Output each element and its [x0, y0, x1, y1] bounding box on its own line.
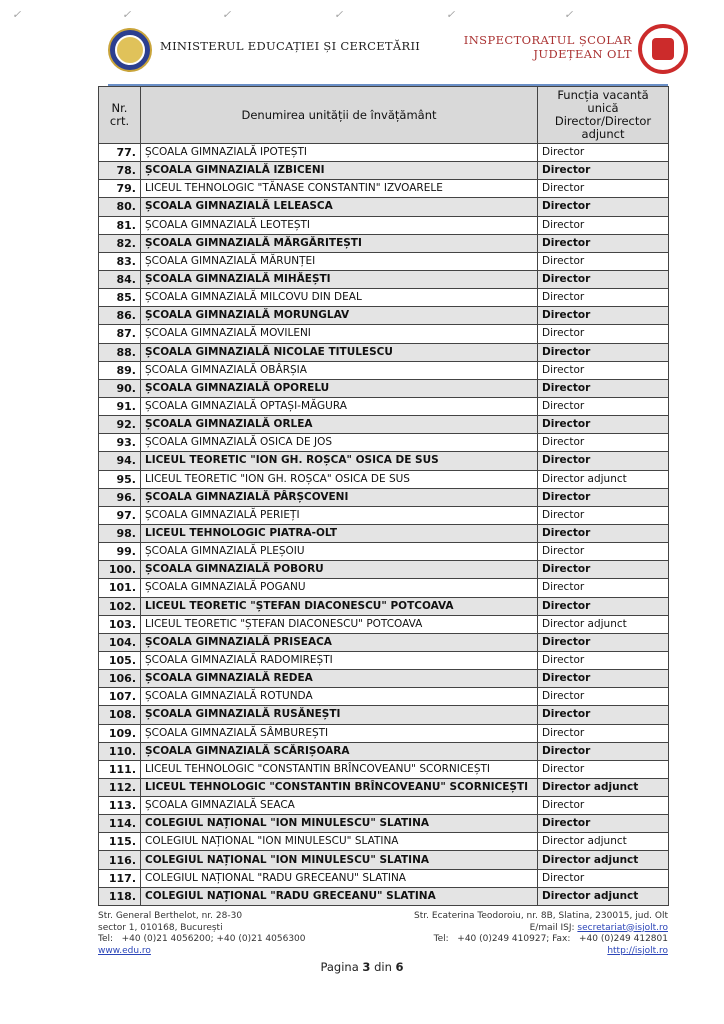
vacant-function: Director: [538, 162, 669, 180]
vacant-function: Director: [538, 543, 669, 561]
table-row: [99, 216, 669, 234]
signature-stamp: ✓: [12, 8, 22, 21]
table-row: [99, 252, 669, 270]
table-row: [99, 144, 669, 162]
signature-stamp: ✓: [446, 8, 456, 21]
vacant-function: Director: [538, 307, 669, 325]
unit-name: LICEUL TEHNOLOGIC "CONSTANTIN BRÎNCOVEANU" SCORNICEȘTI: [141, 778, 538, 796]
row-number: 80.: [99, 198, 141, 216]
row-number: 79.: [99, 180, 141, 198]
unit-name: LICEUL TEORETIC "ION GH. ROȘCA" OSICA DE SUS: [141, 470, 538, 488]
vacant-function: Director: [538, 815, 669, 833]
column-header-function: Funcția vacantă unică Director/Director adjunct: [538, 87, 669, 144]
vacant-function: Director: [538, 488, 669, 506]
footer-left-line3: Tel: +40 (0)21 4056200; +40 (0)21 4056300: [98, 934, 306, 944]
row-number: 96.: [99, 488, 141, 506]
table-row: [99, 307, 669, 325]
row-number: 101.: [99, 579, 141, 597]
row-number: 106.: [99, 670, 141, 688]
isj-name: [464, 33, 632, 61]
signature-stamp: ✓: [564, 8, 574, 21]
unit-name: ȘCOALA GIMNAZIALĂ REDEA: [141, 670, 538, 688]
table-row: [99, 198, 669, 216]
table-row: [99, 325, 669, 343]
table-row: [99, 452, 669, 470]
unit-name: LICEUL TEORETIC "ȘTEFAN DIACONESCU" POTCOAVA: [141, 597, 538, 615]
unit-name: LICEUL TEORETIC "ȘTEFAN DIACONESCU" POTCOAVA: [141, 615, 538, 633]
row-number: 92.: [99, 416, 141, 434]
isj-logo-icon: [638, 24, 688, 74]
vacant-function: Director: [538, 524, 669, 542]
row-number: 88.: [99, 343, 141, 361]
vacant-function: Director adjunct: [538, 470, 669, 488]
row-number: 115.: [99, 833, 141, 851]
row-number: 93.: [99, 434, 141, 452]
table-row: [99, 416, 669, 434]
column-header-unit-name: Denumirea unității de învățământ: [141, 87, 538, 144]
table-row: [99, 597, 669, 615]
table-row: [99, 234, 669, 252]
page-number-separator: din: [370, 960, 396, 974]
vacant-function: Director adjunct: [538, 778, 669, 796]
table-row: [99, 361, 669, 379]
unit-name: ȘCOALA GIMNAZIALĂ RUSĂNEȘTI: [141, 706, 538, 724]
table-row: [99, 670, 669, 688]
table-row: [99, 797, 669, 815]
table-row: [99, 615, 669, 633]
unit-name: ȘCOALA GIMNAZIALĂ ORLEA: [141, 416, 538, 434]
unit-name: ȘCOALA GIMNAZIALĂ MĂRGĂRITEȘTI: [141, 234, 538, 252]
unit-name: ȘCOALA GIMNAZIALĂ LEOTEȘTI: [141, 216, 538, 234]
column-header-nr: Nr. crt.: [99, 87, 141, 144]
table-row: [99, 180, 669, 198]
table-row: [99, 633, 669, 651]
unit-name: ȘCOALA GIMNAZIALĂ MILCOVU DIN DEAL: [141, 289, 538, 307]
table-row: [99, 488, 669, 506]
unit-name: ȘCOALA GIMNAZIALĂ PÂRȘCOVENI: [141, 488, 538, 506]
vacant-function: Director: [538, 343, 669, 361]
row-number: 114.: [99, 815, 141, 833]
unit-name: COLEGIUL NAȚIONAL "ION MINULESCU" SLATINA: [141, 833, 538, 851]
row-number: 99.: [99, 543, 141, 561]
footer-ministry-address: [98, 911, 306, 957]
vacant-function: Director: [538, 234, 669, 252]
vacant-function: Director: [538, 561, 669, 579]
table-row: [99, 742, 669, 760]
row-number: 104.: [99, 633, 141, 651]
vacant-function: Director adjunct: [538, 851, 669, 869]
unit-name: ȘCOALA GIMNAZIALĂ OPORELU: [141, 379, 538, 397]
table-row: [99, 887, 669, 905]
row-number: 116.: [99, 851, 141, 869]
vacant-function: Director adjunct: [538, 615, 669, 633]
unit-name: ȘCOALA GIMNAZIALĂ LELEASCA: [141, 198, 538, 216]
table-row: [99, 706, 669, 724]
government-seal-icon: [108, 28, 152, 72]
table-header-row: [99, 87, 669, 144]
table-row: [99, 688, 669, 706]
vacant-function: Director: [538, 270, 669, 288]
footer-right-line1: Str. Ecaterina Teodoroiu, nr. 8B, Slatina, 230015, jud. Olt: [414, 911, 668, 921]
vacant-function: Director adjunct: [538, 833, 669, 851]
unit-name: LICEUL TEHNOLOGIC "TĂNASE CONSTANTIN" IZVOARELE: [141, 180, 538, 198]
unit-name: ȘCOALA GIMNAZIALĂ PLEȘOIU: [141, 543, 538, 561]
vacant-function: Director: [538, 724, 669, 742]
row-number: 117.: [99, 869, 141, 887]
footer-left-line1: Str. General Berthelot, nr. 28-30: [98, 911, 243, 921]
vacant-function: Director: [538, 379, 669, 397]
row-number: 113.: [99, 797, 141, 815]
vacant-function: Director: [538, 361, 669, 379]
row-number: 95.: [99, 470, 141, 488]
row-number: 78.: [99, 162, 141, 180]
row-number: 98.: [99, 524, 141, 542]
row-number: 118.: [99, 887, 141, 905]
row-number: 82.: [99, 234, 141, 252]
unit-name: ȘCOALA GIMNAZIALĂ MĂRUNȚEI: [141, 252, 538, 270]
row-number: 77.: [99, 144, 141, 162]
row-number: 97.: [99, 506, 141, 524]
table-row: [99, 379, 669, 397]
vacant-function: Director adjunct: [538, 887, 669, 905]
table-row: [99, 869, 669, 887]
row-number: 110.: [99, 742, 141, 760]
table-row: [99, 833, 669, 851]
unit-name: ȘCOALA GIMNAZIALĂ OBÂRȘIA: [141, 361, 538, 379]
ministry-name: MINISTERUL EDUCAȚIEI ȘI CERCETĂRII: [160, 39, 421, 53]
footer-right-line3: Tel: +40 (0)249 410927; Fax: +40 (0)249 412801: [433, 934, 668, 944]
signature-stamp: ✓: [334, 8, 344, 21]
vacant-function: Director: [538, 452, 669, 470]
table-row: [99, 343, 669, 361]
signature-stamp: ✓: [222, 8, 232, 21]
row-number: 83.: [99, 252, 141, 270]
table-row: [99, 579, 669, 597]
unit-name: ȘCOALA GIMNAZIALĂ SCĂRIȘOARA: [141, 742, 538, 760]
row-number: 100.: [99, 561, 141, 579]
row-number: 84.: [99, 270, 141, 288]
vacant-function: Director: [538, 325, 669, 343]
footer-left-line2: sector 1, 010168, București: [98, 922, 223, 933]
row-number: 112.: [99, 778, 141, 796]
unit-name: LICEUL TEORETIC "ION GH. ROȘCA" OSICA DE SUS: [141, 452, 538, 470]
table-row: [99, 434, 669, 452]
email-label: E/mail ISJ:: [529, 922, 578, 933]
isj-website-link[interactable]: http://isjolt.ro: [607, 945, 668, 956]
ministry-website-link[interactable]: www.edu.ro: [98, 945, 151, 956]
vacant-function: Director: [538, 579, 669, 597]
unit-name: COLEGIUL NAȚIONAL "ION MINULESCU" SLATINA: [141, 851, 538, 869]
signature-stamp: ✓: [122, 8, 132, 21]
unit-name: COLEGIUL NAȚIONAL "RADU GRECEANU" SLATINA: [141, 869, 538, 887]
table-row: [99, 561, 669, 579]
vacant-function: Director: [538, 670, 669, 688]
unit-name: ȘCOALA GIMNAZIALĂ PERIEȚI: [141, 506, 538, 524]
vacant-function: Director: [538, 506, 669, 524]
vacant-function: Director: [538, 216, 669, 234]
table-row: [99, 724, 669, 742]
table-row: [99, 270, 669, 288]
row-number: 91.: [99, 397, 141, 415]
table-row: [99, 506, 669, 524]
row-number: 85.: [99, 289, 141, 307]
row-number: 103.: [99, 615, 141, 633]
footer-isj-address: [414, 911, 668, 957]
unit-name: ȘCOALA GIMNAZIALĂ NICOLAE TITULESCU: [141, 343, 538, 361]
vacancy-table: [98, 86, 669, 906]
page-number-total: 6: [395, 960, 404, 974]
table-row: [99, 162, 669, 180]
unit-name: ȘCOALA GIMNAZIALĂ SEACA: [141, 797, 538, 815]
table-row: [99, 651, 669, 669]
vacant-function: Director: [538, 180, 669, 198]
vacant-function: Director: [538, 688, 669, 706]
unit-name: ȘCOALA GIMNAZIALĂ SÂMBUREȘTI: [141, 724, 538, 742]
unit-name: ȘCOALA GIMNAZIALĂ RADOMIREȘTI: [141, 651, 538, 669]
page-number: [0, 960, 724, 974]
unit-name: ȘCOALA GIMNAZIALĂ MIHĂEȘTI: [141, 270, 538, 288]
row-number: 111.: [99, 760, 141, 778]
vacant-function: Director: [538, 289, 669, 307]
row-number: 87.: [99, 325, 141, 343]
row-number: 108.: [99, 706, 141, 724]
table-row: [99, 760, 669, 778]
row-number: 94.: [99, 452, 141, 470]
footer-email-line: [414, 923, 668, 935]
vacant-function: Director: [538, 252, 669, 270]
unit-name: LICEUL TEHNOLOGIC "CONSTANTIN BRÎNCOVEANU" SCORNICEȘTI: [141, 760, 538, 778]
vacant-function: Director: [538, 434, 669, 452]
table-row: [99, 524, 669, 542]
vacant-function: Director: [538, 797, 669, 815]
unit-name: COLEGIUL NAȚIONAL "RADU GRECEANU" SLATINA: [141, 887, 538, 905]
unit-name: COLEGIUL NAȚIONAL "ION MINULESCU" SLATINA: [141, 815, 538, 833]
row-number: 109.: [99, 724, 141, 742]
unit-name: ȘCOALA GIMNAZIALĂ IPOTEȘTI: [141, 144, 538, 162]
unit-name: ȘCOALA GIMNAZIALĂ MOVILENI: [141, 325, 538, 343]
unit-name: ȘCOALA GIMNAZIALĂ OSICA DE JOS: [141, 434, 538, 452]
unit-name: ȘCOALA GIMNAZIALĂ PRISEACA: [141, 633, 538, 651]
vacant-function: Director: [538, 869, 669, 887]
table-row: [99, 815, 669, 833]
row-number: 81.: [99, 216, 141, 234]
vacant-function: Director: [538, 198, 669, 216]
vacant-function: Director: [538, 416, 669, 434]
isj-email-link[interactable]: secretariat@isjolt.ro: [577, 922, 668, 933]
table-row: [99, 470, 669, 488]
unit-name: LICEUL TEHNOLOGIC PIATRA-OLT: [141, 524, 538, 542]
unit-name: ȘCOALA GIMNAZIALĂ IZBICENI: [141, 162, 538, 180]
unit-name: ȘCOALA GIMNAZIALĂ MORUNGLAV: [141, 307, 538, 325]
row-number: 89.: [99, 361, 141, 379]
table-row: [99, 543, 669, 561]
unit-name: ȘCOALA GIMNAZIALĂ ROTUNDA: [141, 688, 538, 706]
vacant-function: Director: [538, 633, 669, 651]
letterhead: [108, 24, 694, 76]
row-number: 102.: [99, 597, 141, 615]
table-row: [99, 397, 669, 415]
isj-name-line1: INSPECTORATUL ȘCOLAR: [463, 33, 632, 47]
vacant-function: Director: [538, 144, 669, 162]
unit-name: ȘCOALA GIMNAZIALĂ POGANU: [141, 579, 538, 597]
table-row: [99, 778, 669, 796]
vacant-function: Director: [538, 397, 669, 415]
table-row: [99, 289, 669, 307]
vacant-function: Director: [538, 706, 669, 724]
vacant-function: Director: [538, 760, 669, 778]
row-number: 107.: [99, 688, 141, 706]
page-number-prefix: Pagina: [320, 960, 363, 974]
page-number-current: 3: [362, 960, 371, 974]
table-row: [99, 851, 669, 869]
row-number: 105.: [99, 651, 141, 669]
row-number: 86.: [99, 307, 141, 325]
isj-name-line2: JUDEȚEAN OLT: [533, 47, 632, 61]
vacant-function: Director: [538, 742, 669, 760]
unit-name: ȘCOALA GIMNAZIALĂ OPTAȘI-MĂGURA: [141, 397, 538, 415]
unit-name: ȘCOALA GIMNAZIALĂ POBORU: [141, 561, 538, 579]
vacant-function: Director: [538, 597, 669, 615]
row-number: 90.: [99, 379, 141, 397]
vacant-function: Director: [538, 651, 669, 669]
